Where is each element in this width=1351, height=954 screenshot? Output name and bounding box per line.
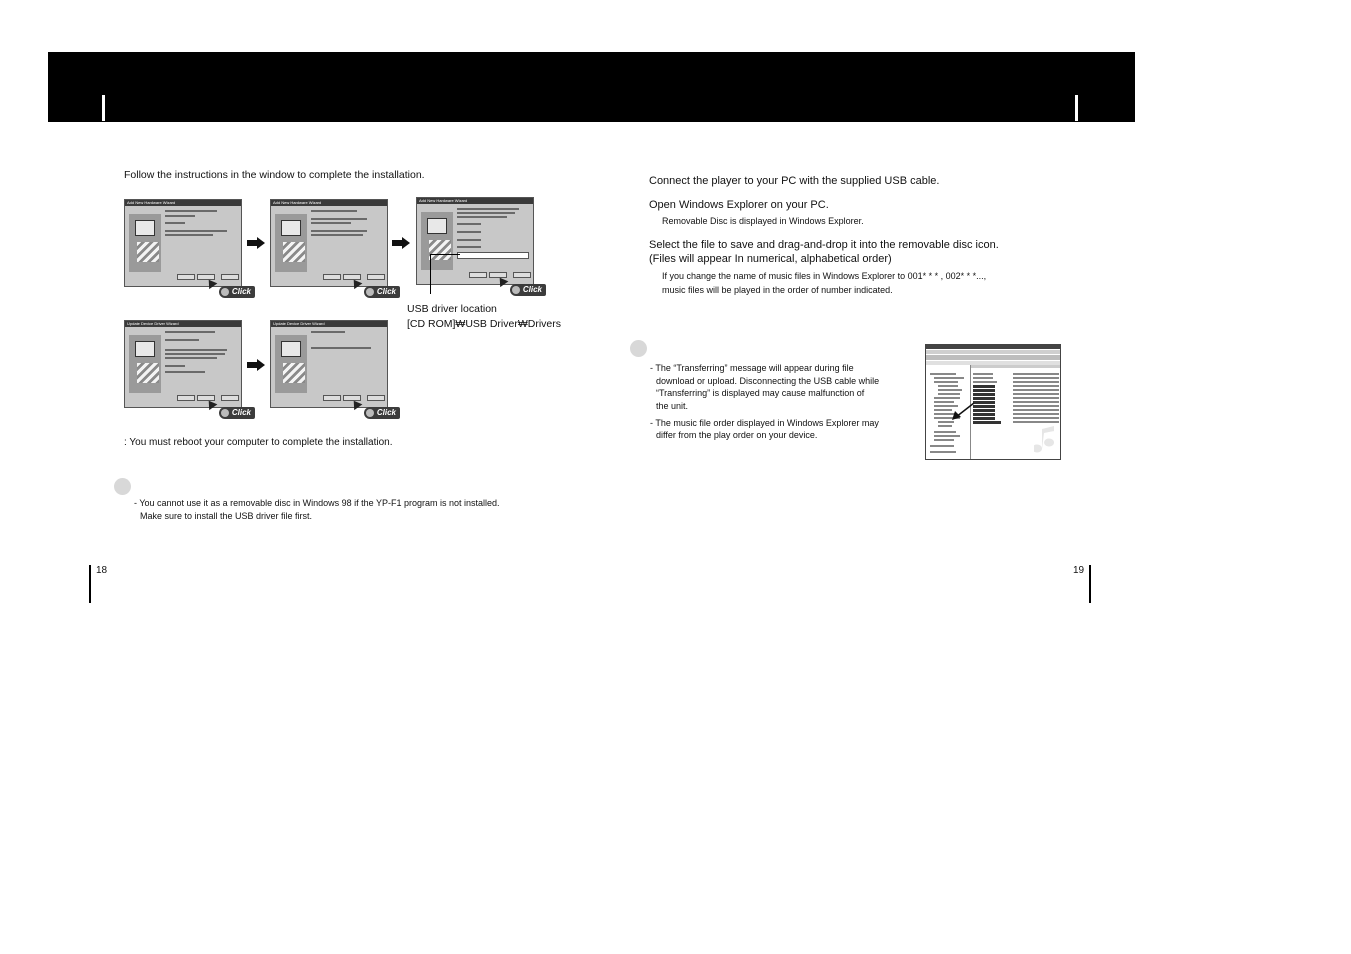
explorer-screenshot: [925, 344, 1061, 460]
note-line: the unit.: [656, 401, 689, 411]
step-1-text: Connect the player to your PC with the supplied USB cable.: [649, 175, 940, 187]
page-number-right: 19: [1073, 565, 1085, 576]
click-badge: Click: [219, 407, 255, 419]
arrow-right-icon: [392, 237, 410, 249]
page-marker-left: [89, 565, 91, 603]
step-3-subtext: music files will be played in the order of number indicated.: [662, 285, 893, 295]
wizard-art: [275, 214, 307, 272]
note-line: - You cannot use it as a removable disc in Windows 98 if the YP-F1 program is not installed.: [134, 498, 500, 508]
click-badge: Click: [364, 407, 400, 419]
note-line: - The “Transferring” message will appear during file: [650, 363, 854, 373]
click-badge: Click: [219, 286, 255, 298]
step-2-text: Open Windows Explorer on your PC.: [649, 199, 829, 211]
note-line: - The music file order displayed in Windows Explorer may: [650, 418, 879, 428]
note-line: “Transferring” is displayed may cause malfunction of: [656, 388, 865, 398]
wizard-art: [421, 212, 453, 270]
callout-line: [430, 254, 431, 294]
music-note-watermark-icon: [1034, 425, 1058, 455]
arrow-right-icon: [247, 237, 265, 249]
step-3-text: Select the file to save and drag-and-drop it into the removable disc icon.: [649, 239, 999, 251]
wizard-screenshot-2: [270, 199, 388, 287]
install-instruction: Follow the instructions in the window to complete the installation.: [124, 169, 425, 181]
drag-arrow-icon: [950, 401, 976, 421]
header-left-marker: [102, 95, 105, 121]
wizard-title: Add New Hardware Wizard: [271, 200, 387, 206]
wizard-screenshot-4: [124, 320, 242, 408]
header-right-marker: [1075, 95, 1078, 121]
step-3-text: (Files will appear In numerical, alphabetical order): [649, 253, 892, 265]
note-bullet-icon: [114, 478, 131, 495]
click-badge: Click: [510, 284, 546, 296]
wizard-title: Add New Hardware Wizard: [125, 200, 241, 206]
wizard-title: Update Device Driver Wizard: [271, 321, 387, 327]
click-badge: Click: [364, 286, 400, 298]
arrow-right-icon: [247, 359, 265, 371]
step-2-subtext: Removable Disc is displayed in Windows Explorer.: [662, 216, 864, 226]
wizard-screenshot-5: [270, 320, 388, 408]
usb-location-path: [CD ROM]₩USB Driver₩Drivers: [407, 318, 561, 330]
header-band: [48, 52, 1135, 122]
page-marker-right: [1089, 565, 1091, 603]
wizard-art: [129, 214, 161, 272]
wizard-art: [275, 335, 307, 393]
wizard-screenshot-3: [416, 197, 534, 285]
note-line: Make sure to install the USB driver file first.: [140, 511, 313, 521]
wizard-screenshot-1: [124, 199, 242, 287]
reboot-note: : You must reboot your computer to complete the installation.: [124, 437, 393, 448]
wizard-art: [129, 335, 161, 393]
step-3-subtext: If you change the name of music files in Windows Explorer to 001* * * , 002* * *...,: [662, 271, 987, 281]
note-line: differ from the play order on your device.: [656, 430, 818, 440]
page-number-left: 18: [96, 565, 108, 576]
note-line: download or upload. Disconnecting the USB cable while: [656, 376, 880, 386]
wizard-title: Update Device Driver Wizard: [125, 321, 241, 327]
wizard-title: Add New Hardware Wizard: [417, 198, 533, 204]
callout-line: [430, 254, 460, 255]
note-bullet-icon: [630, 340, 647, 357]
usb-location-label: USB driver location: [407, 303, 497, 315]
